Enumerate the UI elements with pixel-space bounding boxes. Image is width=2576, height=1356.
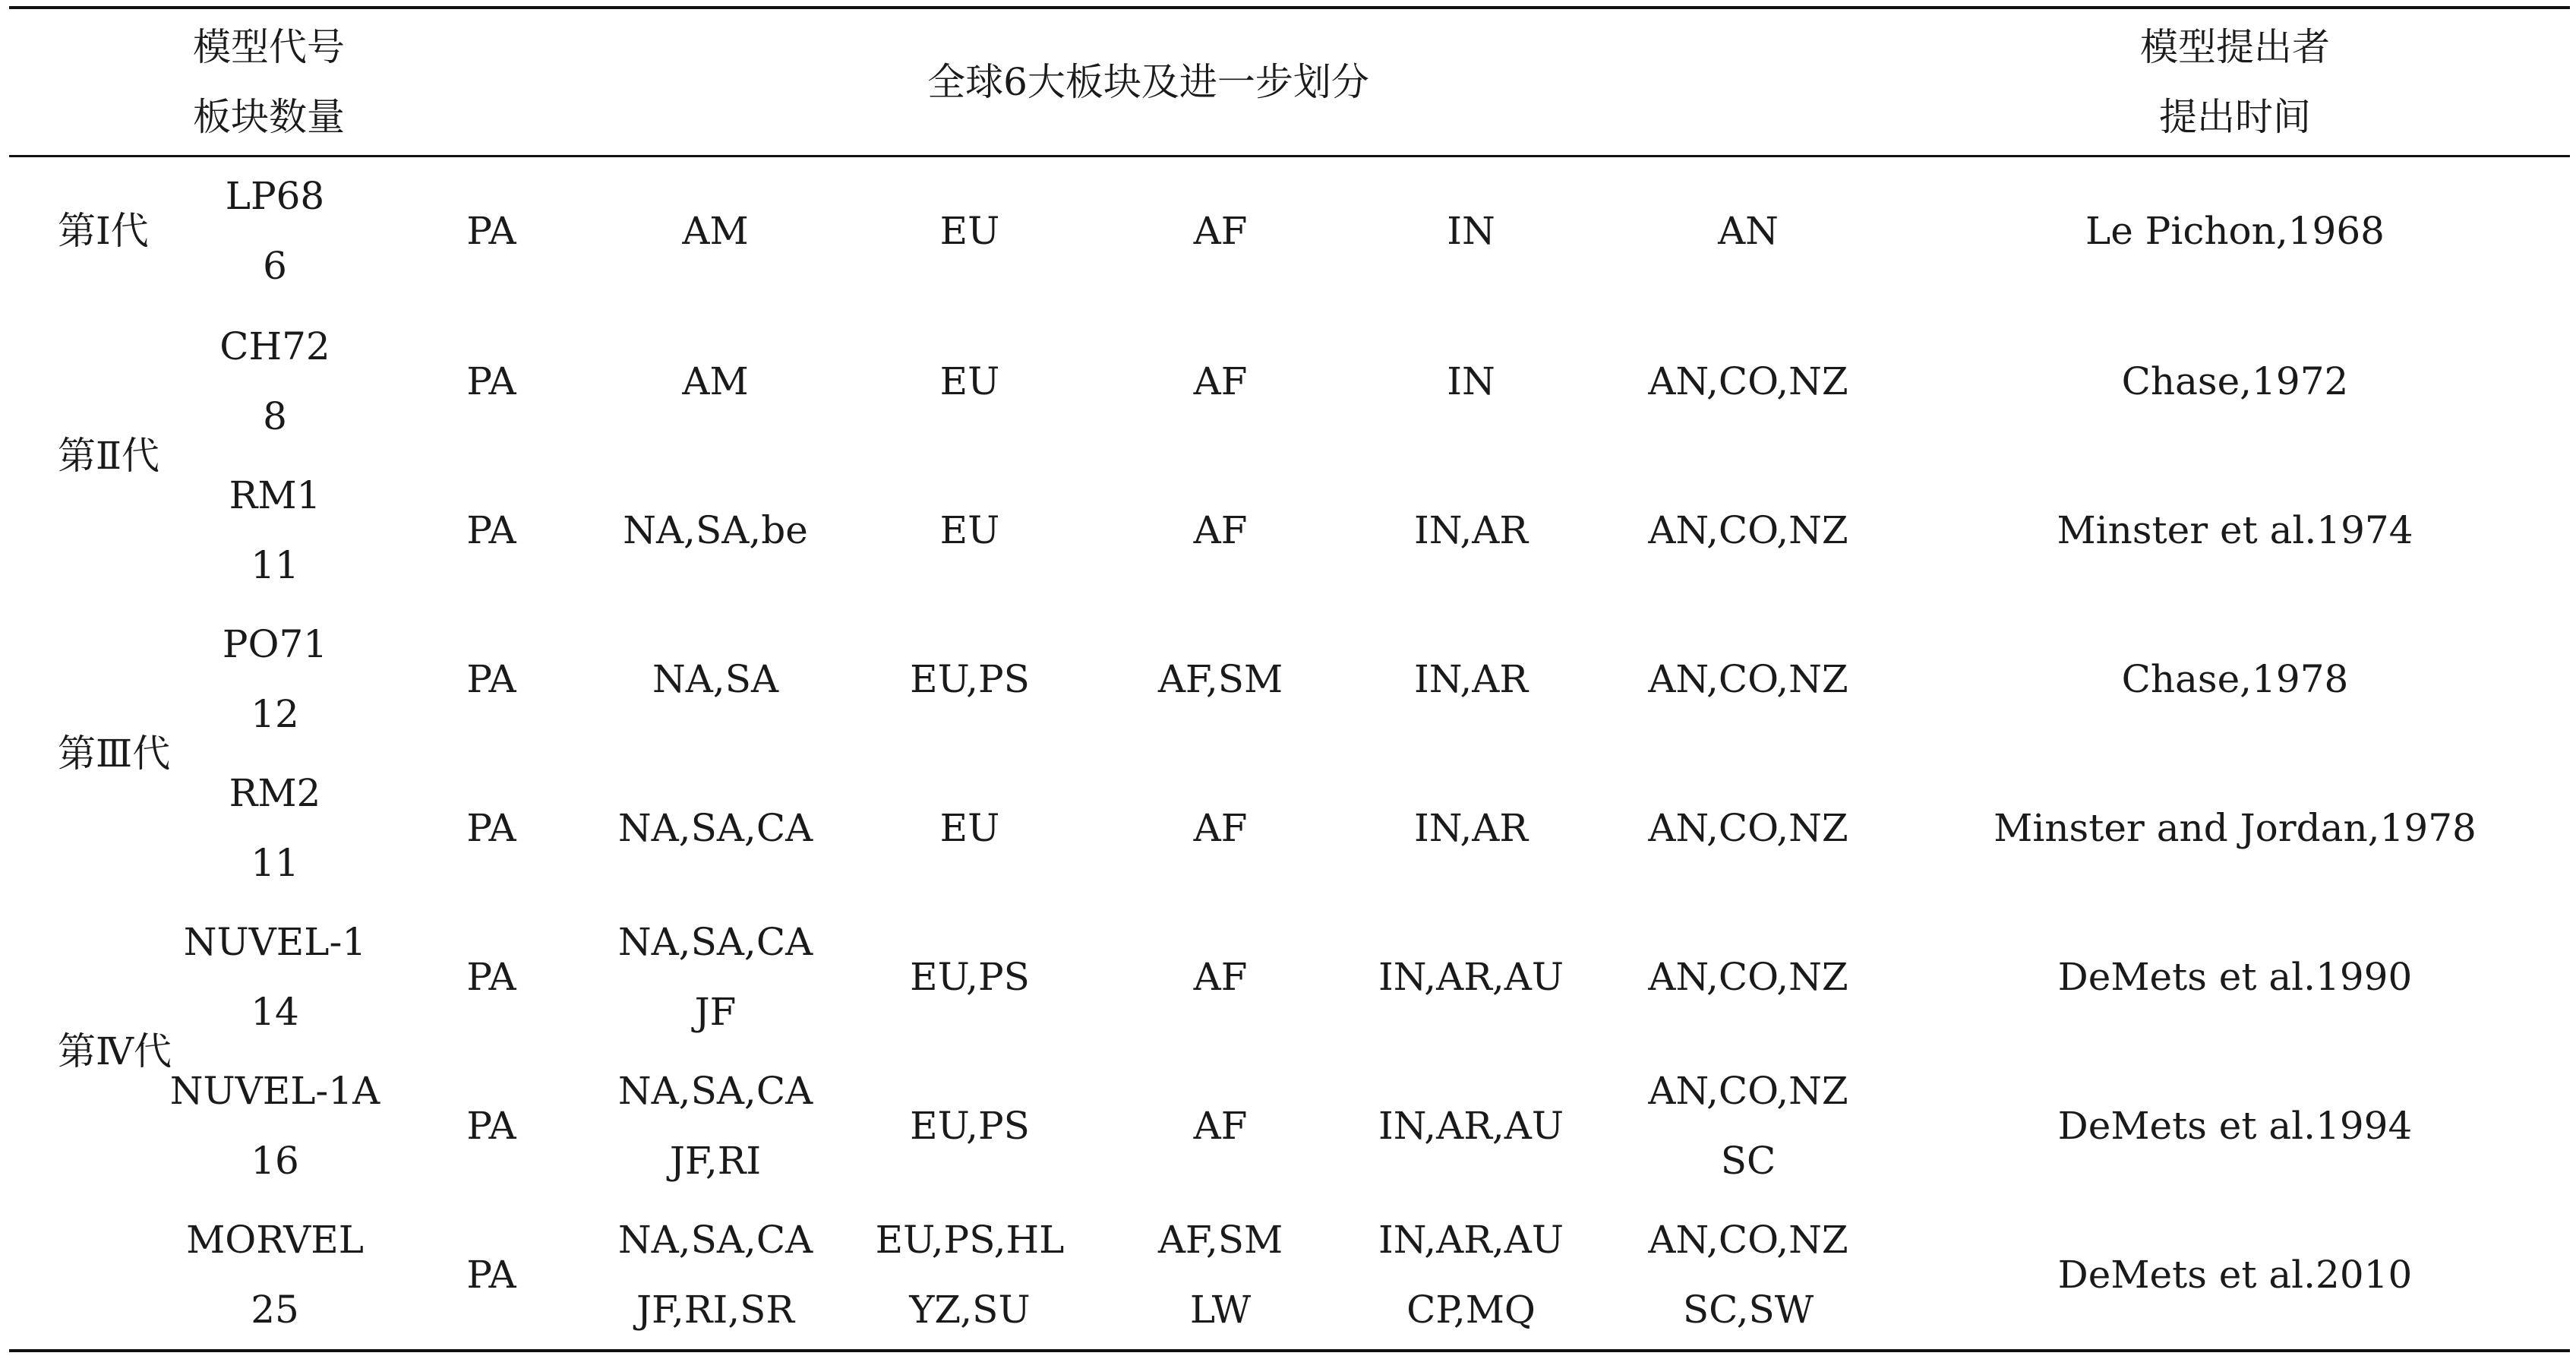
generation-label: 第Ⅲ代 bbox=[58, 732, 171, 776]
table-row bbox=[9, 902, 2570, 1051]
an-line: AN,CO,NZ bbox=[1648, 657, 1848, 701]
plate-count: 14 bbox=[251, 990, 299, 1034]
model-code: NUVEL-1 bbox=[183, 920, 367, 964]
am-line: JF bbox=[694, 990, 737, 1034]
in-line: IN bbox=[1447, 359, 1495, 403]
am-line: AM bbox=[682, 209, 749, 253]
am-line: NA,SA,CA bbox=[617, 1069, 813, 1113]
an-cell bbox=[1596, 1200, 1900, 1349]
am-line: JF,RI bbox=[669, 1139, 762, 1183]
plate-count: 12 bbox=[251, 692, 299, 736]
af-cell bbox=[1095, 307, 1346, 456]
header-proposer: 模型提出者 bbox=[2140, 25, 2330, 69]
header-proposer-cell bbox=[1900, 9, 2570, 155]
in-line: IN,AR,AU bbox=[1378, 1104, 1564, 1148]
am-cell bbox=[586, 1200, 844, 1349]
eu-line: EU,PS bbox=[910, 1104, 1030, 1148]
af-cell bbox=[1095, 155, 1346, 307]
eu-line: EU bbox=[939, 508, 1000, 552]
eu-cell bbox=[844, 155, 1095, 307]
header-model-cell bbox=[9, 9, 396, 155]
am-line: NA,SA bbox=[652, 657, 779, 701]
author-cell: Minster and Jordan,1978 bbox=[1994, 806, 2477, 850]
an-cell bbox=[1596, 754, 1900, 902]
model-code: PO71 bbox=[222, 622, 328, 666]
in-line: IN,AR,AU bbox=[1378, 955, 1564, 999]
model-code: RM2 bbox=[229, 771, 321, 815]
an-cell bbox=[1596, 605, 1900, 754]
in-cell bbox=[1346, 307, 1596, 456]
in-cell bbox=[1346, 1051, 1596, 1200]
eu-line: EU,PS bbox=[910, 955, 1030, 999]
am-line: NA,SA,be bbox=[623, 508, 808, 552]
table-row bbox=[9, 155, 2570, 307]
model-cell bbox=[153, 1051, 396, 1200]
af-line: AF,SM bbox=[1157, 657, 1283, 701]
eu-cell bbox=[844, 456, 1095, 605]
table-row bbox=[9, 605, 2570, 754]
af-line: AF bbox=[1193, 1104, 1248, 1148]
table-row bbox=[9, 307, 2570, 456]
generation-label-empty bbox=[9, 1200, 153, 1349]
in-cell bbox=[1346, 155, 1596, 307]
generation-label: 第Ⅱ代 bbox=[58, 434, 159, 478]
am-cell bbox=[586, 605, 844, 754]
an-line: AN,CO,NZ bbox=[1648, 955, 1848, 999]
model-cell bbox=[153, 605, 396, 754]
am-cell bbox=[586, 307, 844, 456]
in-line: IN,AR bbox=[1414, 508, 1528, 552]
in-line: CP,MQ bbox=[1406, 1288, 1536, 1332]
an-cell bbox=[1596, 1051, 1900, 1200]
header-row bbox=[9, 9, 2570, 155]
eu-line: EU bbox=[939, 359, 1000, 403]
generation-label: 第Ⅳ代 bbox=[58, 1029, 172, 1073]
am-cell bbox=[586, 902, 844, 1051]
an-line: AN,CO,NZ bbox=[1648, 1069, 1848, 1113]
generation-label: 第Ⅰ代 bbox=[58, 209, 149, 253]
model-cell bbox=[153, 902, 396, 1051]
pa-cell: PA bbox=[466, 1253, 516, 1297]
eu-line: EU,PS,HL bbox=[875, 1218, 1065, 1262]
af-line: AF bbox=[1193, 359, 1248, 403]
eu-line: YZ,SU bbox=[909, 1288, 1031, 1332]
am-line: AM bbox=[682, 359, 749, 403]
eu-line: EU,PS bbox=[910, 657, 1030, 701]
eu-cell bbox=[844, 902, 1095, 1051]
plate-count: 6 bbox=[263, 244, 287, 288]
plate-count: 11 bbox=[251, 543, 299, 587]
table-row bbox=[9, 1051, 2570, 1200]
in-cell bbox=[1346, 605, 1596, 754]
author-cell: DeMets et al.1994 bbox=[2057, 1104, 2413, 1148]
am-line: NA,SA,CA bbox=[617, 806, 813, 850]
author-cell: Le Pichon,1968 bbox=[2085, 209, 2385, 253]
am-cell bbox=[586, 754, 844, 902]
pa-cell: PA bbox=[466, 806, 516, 850]
author-cell: Minster et al.1974 bbox=[2057, 508, 2413, 552]
plate-count: 11 bbox=[251, 841, 299, 885]
af-cell bbox=[1095, 1051, 1346, 1200]
data-table bbox=[9, 9, 2570, 1349]
header-model-code: 模型代号 bbox=[193, 25, 345, 69]
model-code: MORVEL bbox=[186, 1218, 364, 1262]
in-line: IN,AR,AU bbox=[1378, 1218, 1564, 1262]
in-line: IN,AR bbox=[1414, 657, 1528, 701]
af-line: LW bbox=[1189, 1288, 1252, 1332]
am-line: JF,RI,SR bbox=[636, 1288, 795, 1332]
pa-cell: PA bbox=[466, 209, 516, 253]
pa-cell: PA bbox=[466, 508, 516, 552]
an-line: AN bbox=[1718, 209, 1779, 253]
an-line: SC,SW bbox=[1682, 1288, 1814, 1332]
an-line: AN,CO,NZ bbox=[1648, 1218, 1848, 1262]
model-cell bbox=[153, 1200, 396, 1349]
am-cell bbox=[586, 155, 844, 307]
an-line: SC bbox=[1720, 1139, 1776, 1183]
header-plate-count: 板块数量 bbox=[193, 95, 345, 139]
table-row bbox=[9, 754, 2570, 902]
eu-line: EU bbox=[939, 209, 1000, 253]
am-line: NA,SA,CA bbox=[617, 920, 813, 964]
eu-line: EU bbox=[939, 806, 1000, 850]
in-line: IN,AR bbox=[1414, 806, 1528, 850]
model-cell bbox=[153, 307, 396, 456]
author-cell: DeMets et al.2010 bbox=[2057, 1253, 2413, 1297]
bottom-rule bbox=[9, 1349, 2570, 1352]
af-line: AF bbox=[1193, 806, 1248, 850]
an-cell bbox=[1596, 456, 1900, 605]
header-proposal-time: 提出时间 bbox=[2159, 95, 2311, 139]
model-code: LP68 bbox=[225, 174, 325, 218]
author-cell: DeMets et al.1990 bbox=[2057, 955, 2413, 999]
plate-count: 16 bbox=[251, 1139, 299, 1183]
am-line: NA,SA,CA bbox=[617, 1218, 813, 1262]
model-cell bbox=[153, 456, 396, 605]
in-cell bbox=[1346, 456, 1596, 605]
af-line: AF,SM bbox=[1157, 1218, 1283, 1262]
af-cell bbox=[1095, 456, 1346, 605]
table-row bbox=[9, 1200, 2570, 1349]
in-cell bbox=[1346, 754, 1596, 902]
plate-count: 8 bbox=[263, 394, 287, 438]
model-cell bbox=[153, 754, 396, 902]
author-cell: Chase,1972 bbox=[2121, 359, 2349, 403]
pa-cell: PA bbox=[466, 359, 516, 403]
an-line: AN,CO,NZ bbox=[1648, 806, 1848, 850]
af-line: AF bbox=[1193, 508, 1248, 552]
af-cell bbox=[1095, 902, 1346, 1051]
model-code: NUVEL-1A bbox=[169, 1069, 380, 1113]
in-line: IN bbox=[1447, 209, 1495, 253]
af-cell bbox=[1095, 605, 1346, 754]
an-line: AN,CO,NZ bbox=[1648, 508, 1848, 552]
pa-cell: PA bbox=[466, 955, 516, 999]
in-cell bbox=[1346, 902, 1596, 1051]
in-cell bbox=[1346, 1200, 1596, 1349]
an-cell bbox=[1596, 307, 1900, 456]
pa-cell: PA bbox=[466, 657, 516, 701]
eu-cell bbox=[844, 754, 1095, 902]
author-cell: Chase,1978 bbox=[2121, 657, 2349, 701]
eu-cell bbox=[844, 1200, 1095, 1349]
an-cell bbox=[1596, 155, 1900, 307]
model-code: CH72 bbox=[219, 324, 330, 368]
model-code: RM1 bbox=[229, 473, 321, 517]
af-line: AF bbox=[1193, 209, 1248, 253]
model-cell bbox=[153, 155, 396, 307]
plate-count: 25 bbox=[251, 1288, 299, 1332]
eu-cell bbox=[844, 1051, 1095, 1200]
af-line: AF bbox=[1193, 955, 1248, 999]
eu-cell bbox=[844, 605, 1095, 754]
an-line: AN,CO,NZ bbox=[1648, 359, 1848, 403]
header-plates-title: 全球6大板块及进一步划分 bbox=[927, 60, 1369, 104]
pa-cell: PA bbox=[466, 1104, 516, 1148]
af-cell bbox=[1095, 1200, 1346, 1349]
am-cell bbox=[586, 456, 844, 605]
table-row bbox=[9, 456, 2570, 605]
an-cell bbox=[1596, 902, 1900, 1051]
am-cell bbox=[586, 1051, 844, 1200]
eu-cell bbox=[844, 307, 1095, 456]
af-cell bbox=[1095, 754, 1346, 902]
